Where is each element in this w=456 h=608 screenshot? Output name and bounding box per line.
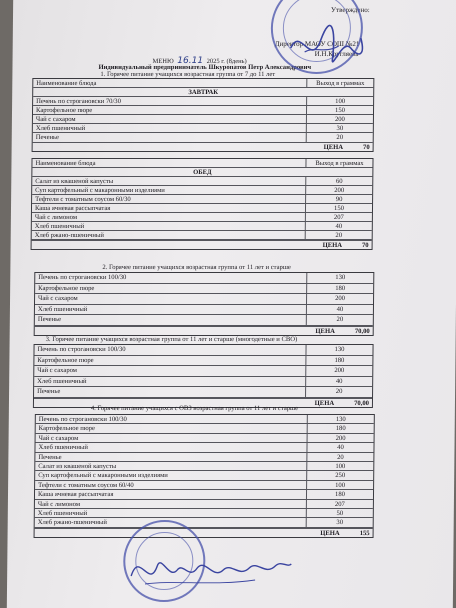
dish-name: Суп картофельный с макаронными изделиями <box>32 186 306 194</box>
table-rows <box>33 97 373 142</box>
dish-yield: 100 <box>335 462 346 470</box>
table-row <box>32 195 372 204</box>
table-row <box>35 518 373 527</box>
dish-name: Печенье <box>34 387 306 397</box>
section-4-title: 4. Горячее питание учащихся с ОВЗ возрастная группа от 11 лет и старше <box>90 405 299 412</box>
dish-name: Хлеб пшеничный <box>33 124 307 132</box>
dish-name: Чай с лимоном <box>35 500 307 508</box>
dish-yield: 50 <box>336 509 344 517</box>
price-label: ЦЕНА <box>320 529 340 537</box>
dish-yield: 180 <box>335 491 345 499</box>
table-row <box>35 453 373 462</box>
price-label: ЦЕНА <box>314 399 335 407</box>
dish-yield: 60 <box>335 178 343 185</box>
dish-yield: 30 <box>336 519 344 527</box>
dish-name: Чай с сахаром <box>35 294 307 304</box>
dish-name: Чай с сахаром <box>36 434 308 442</box>
dish-yield: 130 <box>335 416 346 423</box>
menu-date: 16.11 <box>177 56 204 66</box>
dish-yield: 20 <box>335 388 343 395</box>
table-row <box>36 415 374 424</box>
table-row <box>35 294 373 305</box>
dish-yield: 207 <box>334 500 345 508</box>
dish-name: Хлеб ржано-пшеничный <box>35 518 307 526</box>
dish-name: Картофельное пюре <box>34 356 306 366</box>
column-header-dish: Наименование блюда <box>33 79 307 87</box>
table-row <box>36 434 374 443</box>
table-row <box>34 345 372 356</box>
dish-yield: 150 <box>335 107 346 114</box>
dish-name: Чай с сахаром <box>34 366 306 376</box>
section-4-table <box>34 414 375 538</box>
dish-yield: 200 <box>334 187 345 194</box>
price-value: 70,00 <box>354 399 369 407</box>
table-row <box>34 366 372 377</box>
table-row <box>35 471 373 480</box>
dish-name: Салат из квашеной капусты <box>32 177 306 185</box>
dish-yield: 20 <box>337 453 344 461</box>
dish-yield: 130 <box>334 346 345 353</box>
table-row <box>35 500 373 509</box>
table-row <box>32 204 372 213</box>
dish-name: Суп картофельный с макаронными изделиями <box>35 471 307 479</box>
dish-name: Тефтели с томатным соусом 60/30 <box>32 195 306 203</box>
dish-name: Картофельное пюре <box>33 106 307 114</box>
dish-name: Картофельное пюре <box>36 424 308 432</box>
lunch-table <box>31 158 374 250</box>
dish-name: Печень по строгановски 100/30 <box>36 415 308 423</box>
price-row <box>33 142 373 151</box>
table-row <box>32 186 372 195</box>
dish-yield: 40 <box>336 305 344 313</box>
menu-prefix: МЕНЮ <box>152 58 174 65</box>
dish-name: Каша ячневая рассыпчатая <box>35 490 307 498</box>
dish-yield: 207 <box>333 214 344 221</box>
dish-name: Хлеб пшеничный <box>32 222 306 230</box>
dish-name: Каша ячневая рассыпчатая <box>32 204 306 212</box>
breakfast-table <box>32 78 375 152</box>
table-row <box>33 115 373 124</box>
table-row <box>35 481 373 490</box>
dish-name: Печень по строгановски 100/30 <box>34 345 306 355</box>
section-3-title: 3. Горячее питание учащихся возрастная группа от 11 лет и старше (многодетные и СВО) <box>45 336 298 343</box>
table-row <box>32 231 372 240</box>
date-handwriting-mark <box>145 18 195 52</box>
price-label: ЦЕНА <box>322 242 343 249</box>
dish-yield: 20 <box>336 316 344 323</box>
column-header-dish: Наименование блюда <box>32 159 306 167</box>
table-row <box>32 222 372 231</box>
entrepreneur-signature <box>125 540 296 596</box>
menu-document <box>7 0 456 608</box>
dish-yield: 40 <box>335 223 343 230</box>
dish-yield: 200 <box>334 367 345 374</box>
dish-name: Хлеб пшеничный <box>35 509 307 517</box>
breakfast-heading: ЗАВТРАК <box>33 88 373 97</box>
table-row <box>32 177 372 186</box>
dish-yield: 200 <box>335 295 346 302</box>
table-row <box>34 356 372 367</box>
price-row <box>35 528 373 537</box>
entrepreneur-line: Индивидуальный предприниматель Шкуропатов Петр Александрович <box>98 64 312 71</box>
dish-yield: 250 <box>335 472 346 480</box>
dish-yield: 40 <box>335 377 343 385</box>
signer-name: И.Н.Кругляева <box>314 50 359 58</box>
dish-name: Картофельное пюре <box>35 284 307 294</box>
price-row <box>32 240 372 249</box>
section-1-title: 1. Горячее питание учащихся возрастная группа от 7 до 11 лет <box>100 71 276 78</box>
dish-yield: 20 <box>336 134 344 141</box>
table-row <box>35 315 373 326</box>
table-row <box>35 490 373 499</box>
dish-name: Чай с сахаром <box>33 115 307 123</box>
dish-name: Печенье <box>35 453 307 461</box>
section-2-title: 2. Горячее питание учащихся возрастная группа от 11 лет и старше <box>102 264 291 271</box>
approved-label: Утверждено: <box>331 6 370 14</box>
dish-name: Хлеб ржано-пшеничный <box>32 231 306 239</box>
table-row <box>33 106 373 115</box>
price-row <box>35 326 373 335</box>
table-row <box>33 124 373 133</box>
dish-yield: 200 <box>335 434 346 442</box>
dish-name: Чай с лимоном <box>32 213 306 221</box>
table-row <box>33 97 373 106</box>
column-header-yield: Выход в граммах <box>316 80 365 87</box>
table-row <box>35 462 373 471</box>
dish-yield: 40 <box>337 444 344 452</box>
dish-name: Печенье <box>33 133 307 142</box>
dish-name: Хлеб пшеничный <box>34 377 306 387</box>
director-signature <box>280 18 371 80</box>
table-row <box>34 377 372 388</box>
price-value: 70 <box>363 144 370 151</box>
dish-yield: 200 <box>334 116 345 123</box>
price-value: 155 <box>359 529 370 537</box>
table-row <box>35 284 373 295</box>
dish-yield: 180 <box>334 356 345 364</box>
table-row <box>35 509 373 518</box>
dish-yield: 180 <box>335 425 346 433</box>
section-3-table <box>33 344 374 408</box>
table-row <box>35 443 373 452</box>
dish-name: Салат из квашеной капусты <box>35 462 307 470</box>
dish-yield: 90 <box>335 196 343 203</box>
dish-name: Хлеб пшеничный <box>35 443 307 451</box>
price-value: 70,00 <box>354 327 370 335</box>
table-header-row <box>33 79 373 88</box>
table-row <box>34 387 372 398</box>
dish-yield: 100 <box>335 481 346 489</box>
dish-name: Тефтели с томатным соусом 60/40 <box>35 481 307 489</box>
table-row <box>32 213 372 222</box>
dish-yield: 100 <box>335 98 346 105</box>
dish-yield: 130 <box>335 274 346 281</box>
lunch-heading: ОБЕД <box>32 168 372 177</box>
table-row <box>33 133 373 142</box>
dish-yield: 30 <box>336 125 344 132</box>
dish-yield: 20 <box>335 232 343 239</box>
section-2-table <box>34 272 375 336</box>
table-header-row <box>32 159 372 168</box>
director-line: Директор МАОУ СОШ №21 <box>274 40 360 48</box>
table-row <box>35 305 373 316</box>
price-label: ЦЕНА <box>323 144 344 151</box>
dish-yield: 180 <box>335 284 346 292</box>
dish-name: Печенье <box>35 315 307 325</box>
dish-name: Хлеб пшеничный <box>35 305 307 315</box>
dish-name: Печень по строгановски 100/30 <box>35 273 307 283</box>
price-label: ЦЕНА <box>315 327 335 335</box>
price-value: 70 <box>361 242 369 249</box>
table-row <box>35 273 373 284</box>
table-row <box>36 424 374 433</box>
menu-suffix: 2025 г. (8день) <box>206 58 247 65</box>
column-header-yield: Выход в граммах <box>315 160 364 167</box>
dish-name: Печень по строгановски 70/30 <box>33 97 307 105</box>
dish-yield: 150 <box>334 205 344 212</box>
